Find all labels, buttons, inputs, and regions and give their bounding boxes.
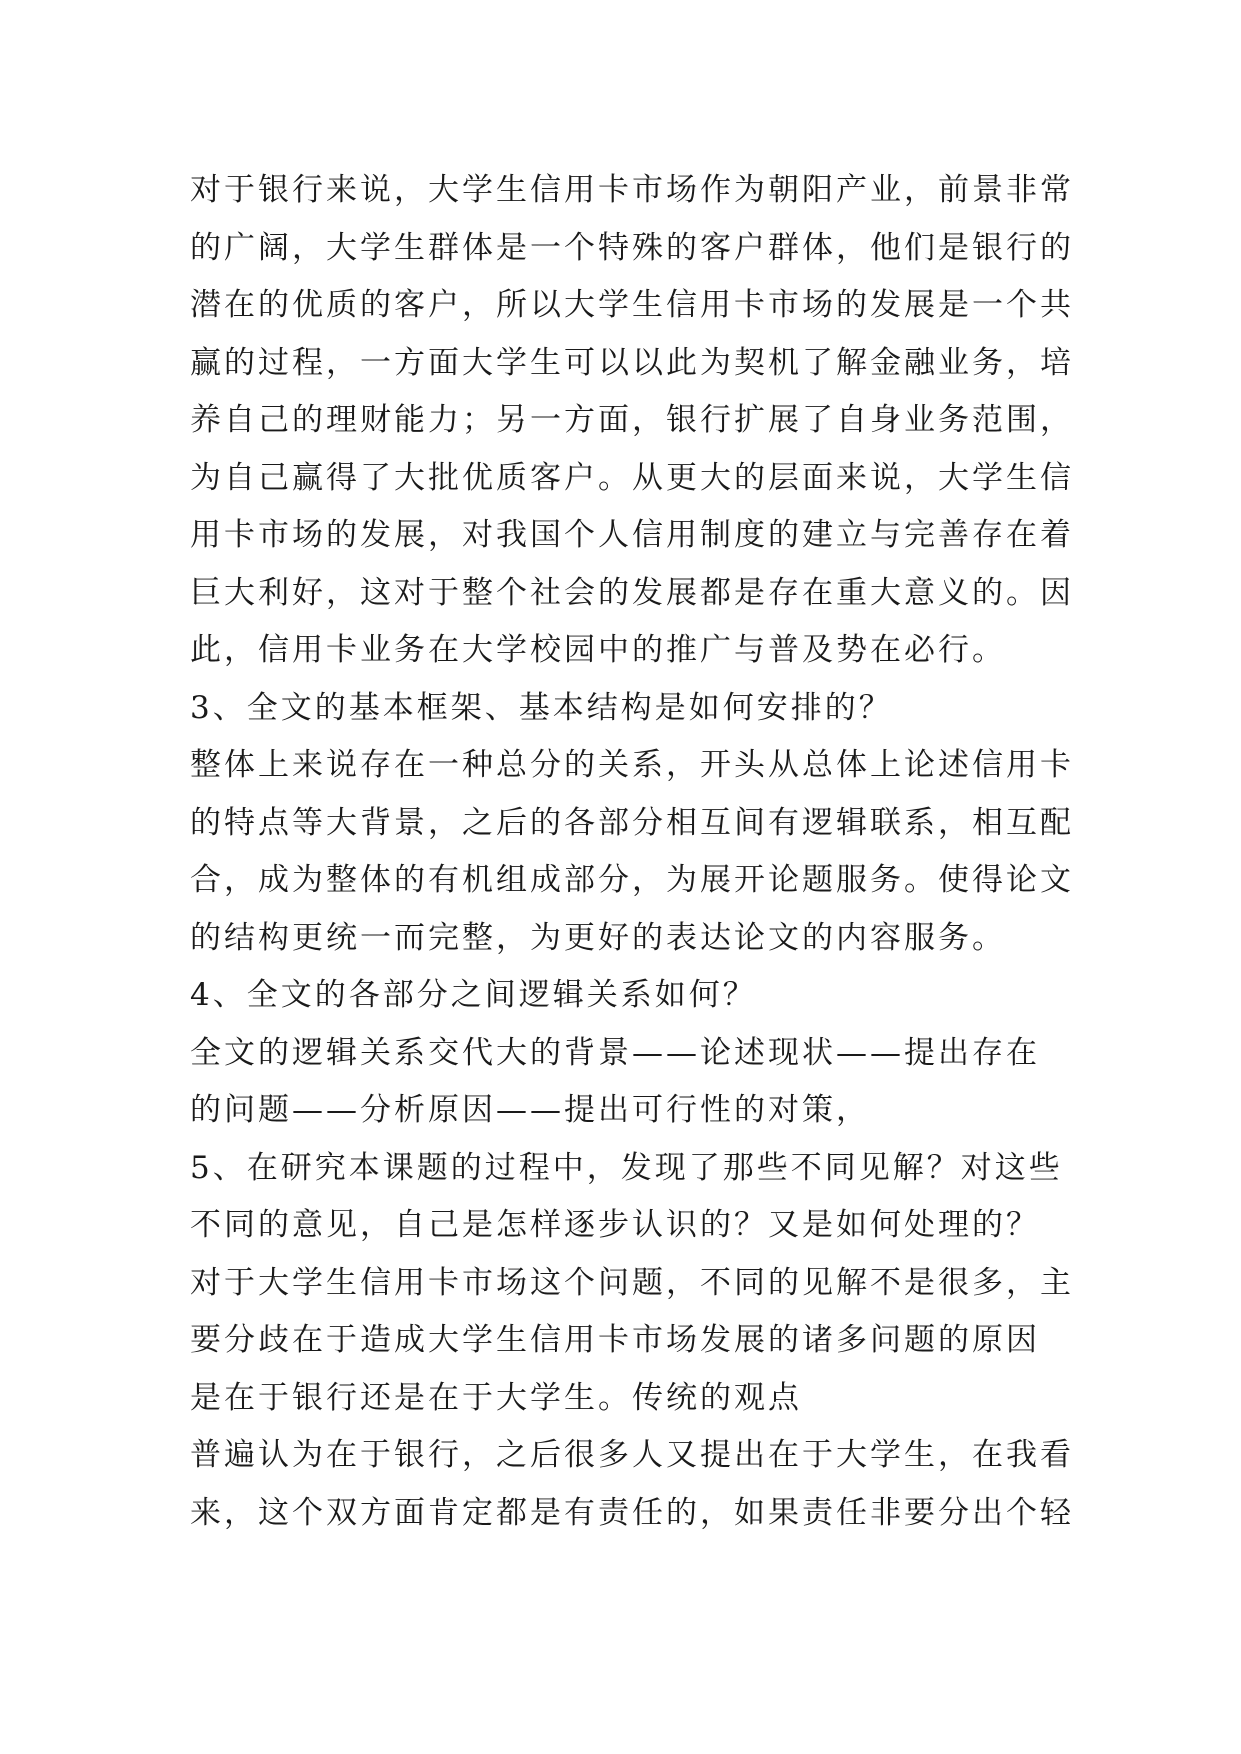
text-line: 普遍认为在于银行，之后很多人又提出在于大学生，在我看 <box>190 1437 1074 1473</box>
text-line: 的问题——分析原因——提出可行性的对策， <box>190 1092 870 1128</box>
text-line: 合，成为整体的有机组成部分，为展开论题服务。使得论文 <box>190 862 1074 898</box>
section-heading-3: 3、全文的基本框架、基本结构是如何安排的？ <box>190 689 893 726</box>
section-heading-5: 5、在研究本课题的过程中，发现了那些不同见解？对这些 <box>190 1149 1063 1186</box>
text-line: 来，这个双方面肯定都是有责任的，如果责任非要分出个轻 <box>190 1494 1074 1531</box>
text-line: 对于大学生信用卡市场这个问题，不同的见解不是很多，主 <box>190 1264 1074 1301</box>
text-line: 是在于银行还是在于大学生。传统的观点 <box>190 1379 802 1416</box>
text-line: 巨大利好，这对于整个社会的发展都是存在重大意义的。因 <box>190 574 1074 611</box>
text-line: 此，信用卡业务在大学校园中的推广与普及势在必行。 <box>190 632 1006 668</box>
text-line: 不同的意见，自己是怎样逐步认识的？又是如何处理的？ <box>190 1207 1040 1243</box>
text-line: 的结构更统一而完整，为更好的表达论文的内容服务。 <box>190 919 1006 956</box>
text-line: 整体上来说存在一种总分的关系，开头从总体上论述信用卡 <box>190 747 1074 783</box>
text-line: 赢的过程，一方面大学生可以以此为契机了解金融业务，培 <box>190 344 1074 381</box>
section-heading-4: 4、全文的各部分之间逻辑关系如何？ <box>190 977 757 1013</box>
text-line: 的广阔，大学生群体是一个特殊的客户群体，他们是银行的 <box>190 229 1074 266</box>
text-line: 对于银行来说，大学生信用卡市场作为朝阳产业，前景非常 <box>190 172 1074 208</box>
body-text <box>190 162 1074 1542</box>
text-line: 要分歧在于造成大学生信用卡市场发展的诸多问题的原因 <box>190 1322 1040 1358</box>
text-line: 用卡市场的发展，对我国个人信用制度的建立与完善存在着 <box>190 517 1074 553</box>
text-line: 全文的逻辑关系交代大的背景——论述现状——提出存在 <box>190 1034 1040 1071</box>
text-line: 养自己的理财能力；另一方面，银行扩展了自身业务范围， <box>190 402 1074 438</box>
text-line: 的特点等大背景，之后的各部分相互间有逻辑联系，相互配 <box>190 804 1074 841</box>
text-line: 潜在的优质的客户，所以大学生信用卡市场的发展是一个共 <box>190 287 1074 323</box>
text-line: 为自己赢得了大批优质客户。从更大的层面来说，大学生信 <box>190 459 1074 496</box>
